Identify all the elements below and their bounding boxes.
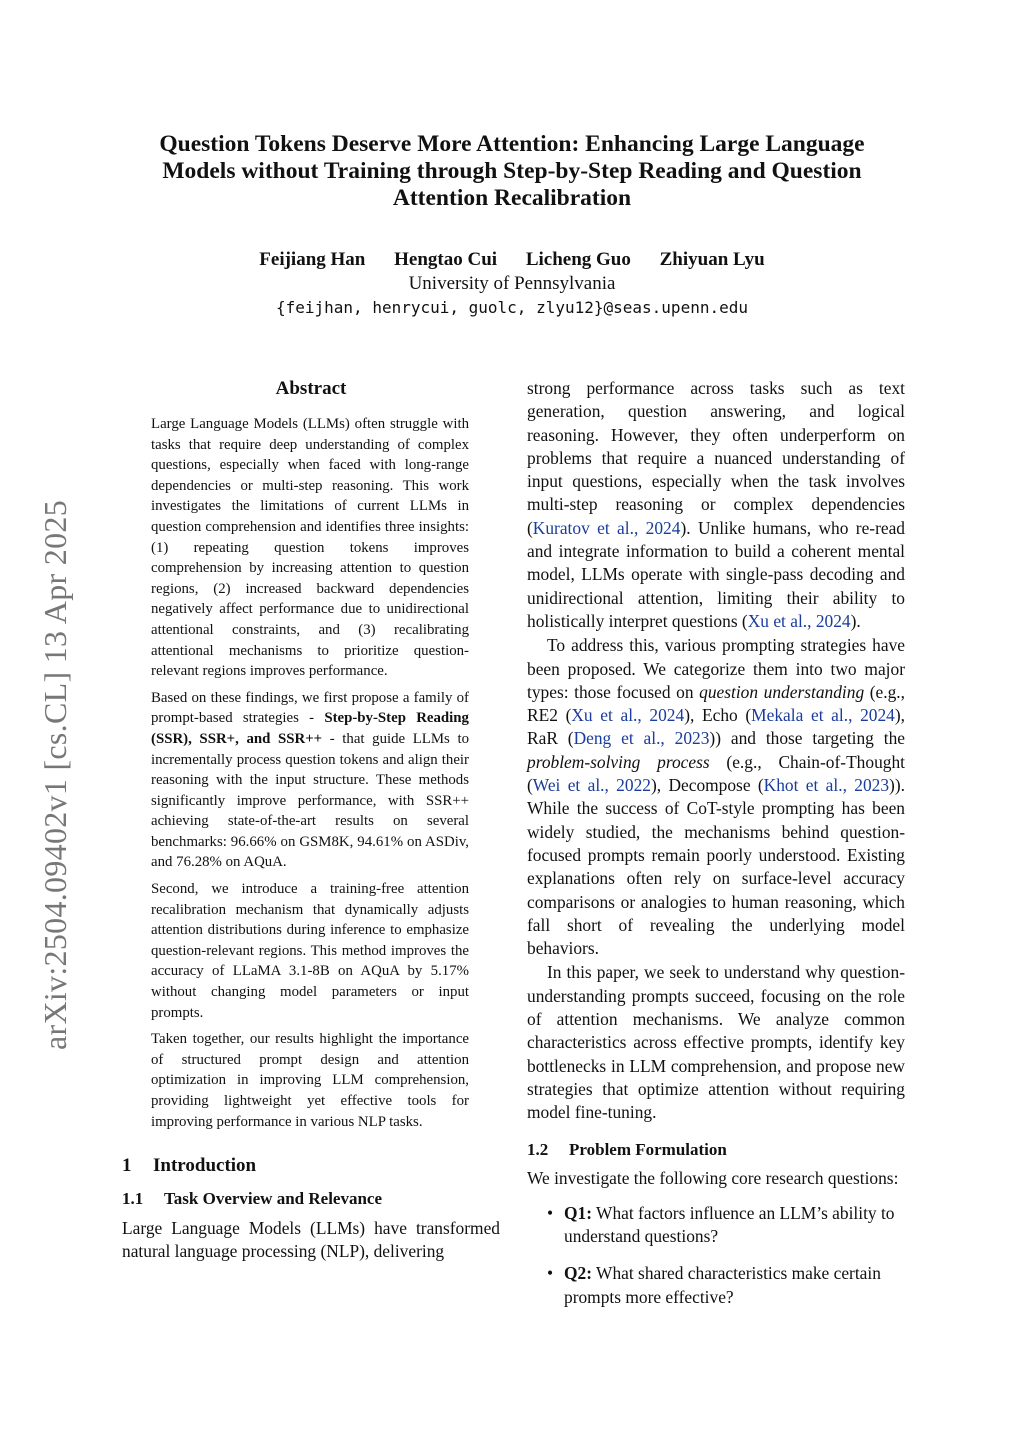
citation-link[interactable]: Xu et al., 2024 <box>747 610 851 631</box>
abstract-paragraph: Large Language Models (LLMs) often struggle with tasks that require deep understanding of complex questions, especially when faced with long-range dependencies or multi-step reasoning. This work investigates the limitations of current LLMs in question comprehension and identifies three insights: (1) repeating question tokens improves comprehension by increasing attention to question regions, (2) increased backward dependencies negatively affect performance due to unidirectional attentional constraints, and (3) recalibrating attentional mechanisms to prioritize question-relevant regions improves performance. <box>151 416 469 680</box>
citation-link[interactable]: Xu et al., 2024 <box>571 705 685 726</box>
subsection-heading-problem-formulation: 1.2 Problem Formulation <box>527 1139 727 1159</box>
list-item: • Q2: What shared characteristics make certain prompts more effective? <box>547 1263 881 1307</box>
paper-title: Question Tokens Deserve More Attention: Enhancing Large Language Models without Training through Step-by-Step Reading and Question Attention Recalibration <box>159 131 865 211</box>
abstract-paragraph: Based on these findings, we first propose a family of prompt-based strategies - Step-by-Step Reading (SSR), SSR+, and SSR++ - that guide LLMs to incrementally process question tokens and align their reasoning with the input structure. These methods significantly improve performance, with SSR++ achieving state-of-the-art results on several benchmarks: 96.66% on GSM8K, 94.61% on ASDiv, and 76.28% on AQuA. <box>151 689 469 871</box>
author-name: Zhiyuan Lyu <box>659 249 765 270</box>
subsection-heading-task-overview: 1.1 Task Overview and Relevance <box>122 1189 383 1209</box>
author-name: Feijiang Han <box>259 249 366 270</box>
abstract-paragraph: Second, we introduce a training-free attention recalibration mechanism that dynamically adjusts attention distributions during inference to emphasize question-relevant regions. This method improves the accuracy of LLaMA 3.1-8B on AQuA by 5.17% without changing model parameters or input prompts. <box>151 881 469 1021</box>
section-heading-introduction: 1 Introduction <box>122 1155 257 1177</box>
author-list <box>0 248 1024 271</box>
bullet-icon: • <box>547 1202 554 1223</box>
method-names: Step-by-Step Reading (SSR), SSR+, and SSR++ <box>151 710 469 747</box>
citation-link[interactable]: Kuratov et al., 2024 <box>532 517 681 538</box>
right-column <box>527 377 905 1323</box>
author-name: Hengtao Cui <box>394 249 498 270</box>
body-paragraph: In this paper, we seek to understand why question-understanding prompts succeed, focusing on the role of attention mechanisms. We analyze common characteristics across effective prompts, identify key bottlenecks in LLM comprehension, and propose new strategies that optimize attention without requiring model fine-tuning. <box>527 962 905 1123</box>
research-questions-list <box>527 1202 905 1309</box>
left-column <box>122 377 500 1264</box>
abstract-paragraph: Taken together, our results highlight the importance of structured prompt design and attention optimization in improving LLM comprehension, providing lightweight yet effective tools for improving performance in various NLP tasks. <box>151 1031 469 1130</box>
arxiv-identifier: arXiv:2504.09402v1 [cs.CL] 13 Apr 2025 <box>37 499 73 1050</box>
body-paragraph: To address this, various prompting strategies have been proposed. We categorize them into two major types: those focused on question understanding (e.g., RE2 (Xu et al., 2024), Echo (Mekala et al., 2024), RaR (Deng et al., 2023)) and those targeting the problem-solving process (e.g., Chain-of-Thought (Wei et al., 2022), Decompose (Khot et al., 2023)). While the success of CoT-style prompting has been widely studied, the mechanisms behind question-focused prompts remain poorly understood. Existing explanations often rely on surface-level accuracy comparisons or analogies to human reasoning, which fall short of revealing the underlying model behaviors. <box>527 635 906 959</box>
list-item: • Q1: What factors influence an LLM’s ability to understand questions? <box>547 1202 895 1247</box>
bullet-icon: • <box>547 1263 554 1284</box>
citation-link[interactable]: Wei et al., 2022 <box>532 775 651 796</box>
citation-link[interactable]: Deng et al., 2023 <box>573 728 710 749</box>
affiliation: University of Pennsylvania <box>408 273 616 294</box>
body-paragraph: We investigate the following core research questions: <box>527 1167 899 1188</box>
citation-link[interactable]: Mekala et al., 2024 <box>751 705 895 726</box>
author-name: Licheng Guo <box>525 249 631 270</box>
abstract-heading: Abstract <box>275 378 347 399</box>
abstract <box>151 414 469 1132</box>
body-paragraph: strong performance across tasks such as text generation, question answering, and logical reasoning. However, they often underperform on problems that require a nuanced understanding of input questions, especially when the task involves multi-step reasoning or complex dependencies (Kuratov et al., 2024). Unlike humans, who re-read and integrate information to build a coherent mental model, LLMs operate with single-pass decoding and unidirectional attention, limiting their ability to holistically interpret questions (Xu et al., 2024). <box>527 378 905 631</box>
body-paragraph: Large Language Models (LLMs) have transformed natural language processing (NLP), delivering <box>122 1218 500 1262</box>
citation-link[interactable]: Khot et al., 2023 <box>763 775 890 796</box>
author-emails: {feijhan, henrycui, guolc, zlyu12}@seas.upenn.edu <box>275 298 748 317</box>
